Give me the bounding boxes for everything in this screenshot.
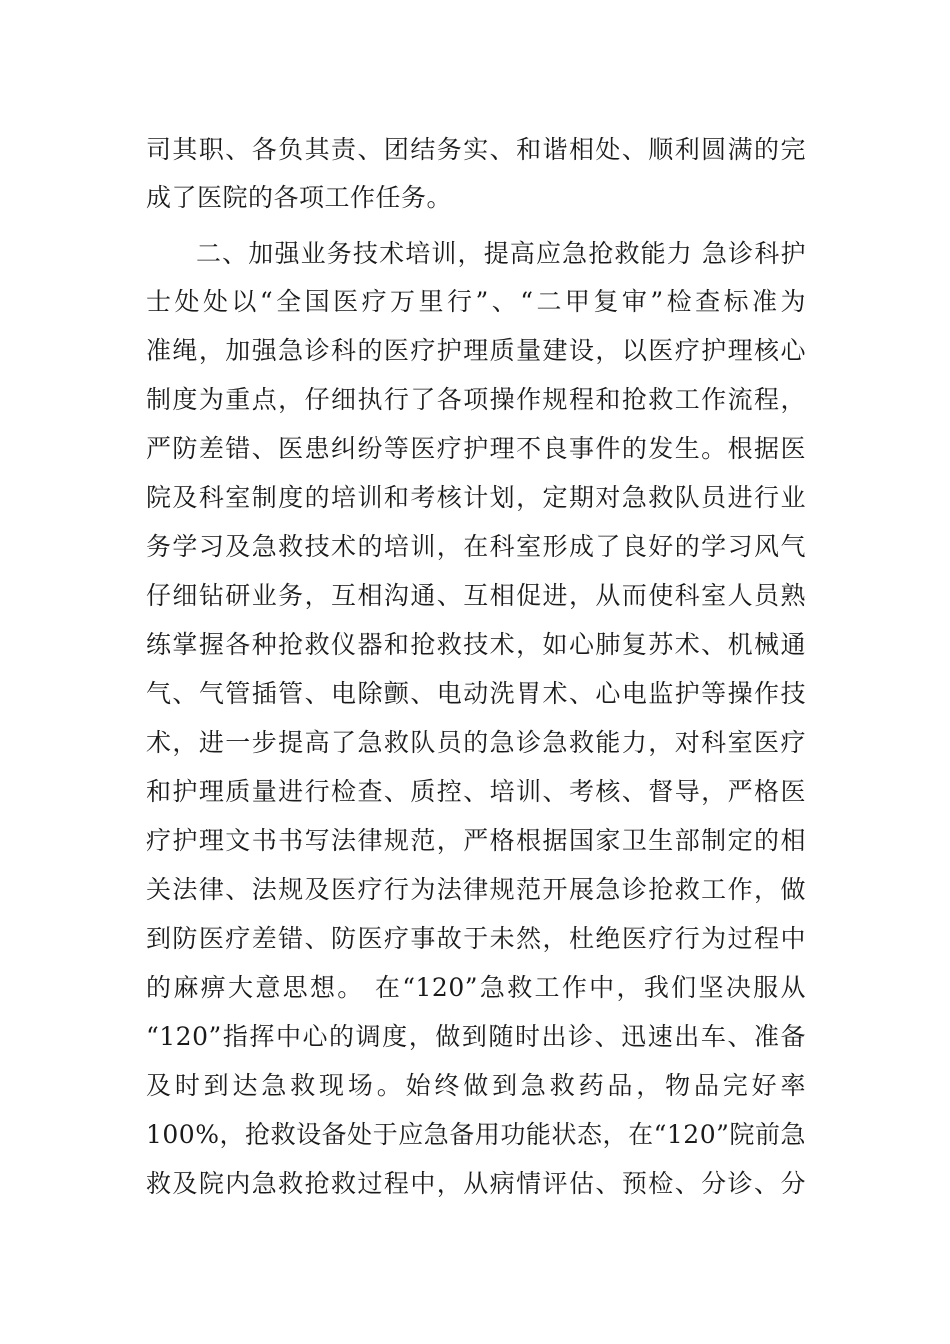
text-line-5: 准绳，加强急诊科的医疗护理质量建设，以医疗护理核心 <box>146 336 806 365</box>
text-line-12: 气、气管插管、电除颤、电动洗胃术、心电监护等操作技 <box>146 679 806 708</box>
text-line-8: 院及科室制度的培训和考核计划，定期对急救队员进行业 <box>146 483 806 512</box>
text-line-15: 疗护理文书书写法律规范，严格根据国家卫生部制定的相 <box>146 826 806 855</box>
text-line-2: 成了医院的各项工作任务。 <box>146 183 453 212</box>
text-line-10: 仔细钻研业务，互相沟通、互相促进，从而使科室人员熟 <box>146 581 806 610</box>
text-line-13: 术，进一步提高了急救队员的急诊急救能力，对科室医疗 <box>146 728 806 757</box>
text-line-16: 关法律、法规及医疗行为法律规范开展急诊抢救工作，做 <box>146 875 806 904</box>
text-line-4: 士处处以“全国医疗万里行”、“二甲复审”检查标准为 <box>146 287 806 316</box>
text-line-17: 到防医疗差错、防医疗事故于未然，杜绝医疗行为过程中 <box>146 924 806 953</box>
text-line-6: 制度为重点，仔细执行了各项操作规程和抢救工作流程， <box>146 385 806 414</box>
text-line-7: 严防差错、医患纠纷等医疗护理不良事件的发生。根据医 <box>146 434 806 463</box>
text-line-9: 务学习及急救技术的培训，在科室形成了良好的学习风气 <box>146 532 806 561</box>
text-line-20: 及时到达急救现场。始终做到急救药品，物品完好率 <box>146 1071 806 1100</box>
text-line-1: 司其职、各负其责、团结务实、和谐相处、顺利圆满的完 <box>146 135 806 164</box>
text-line-11: 练掌握各种抢救仪器和抢救技术，如心肺复苏术、机械通 <box>146 630 806 659</box>
text-line-14: 和护理质量进行检查、质控、培训、考核、督导，严格医 <box>146 777 806 806</box>
text-line-19: “120”指挥中心的调度，做到随时出诊、迅速出车、准备 <box>146 1022 806 1051</box>
text-line-22: 救及院内急救抢救过程中，从病情评估、预检、分诊、分 <box>146 1169 806 1198</box>
text-line-18: 的麻痹大意思想。 在“120”急救工作中，我们坚决服从 <box>146 973 806 1002</box>
text-line-21: 100%，抢救设备处于应急备用功能状态，在“120”院前急 <box>146 1120 806 1149</box>
section-heading-line: 二、加强业务技术培训，提高应急抢救能力 急诊科护 <box>196 239 806 268</box>
